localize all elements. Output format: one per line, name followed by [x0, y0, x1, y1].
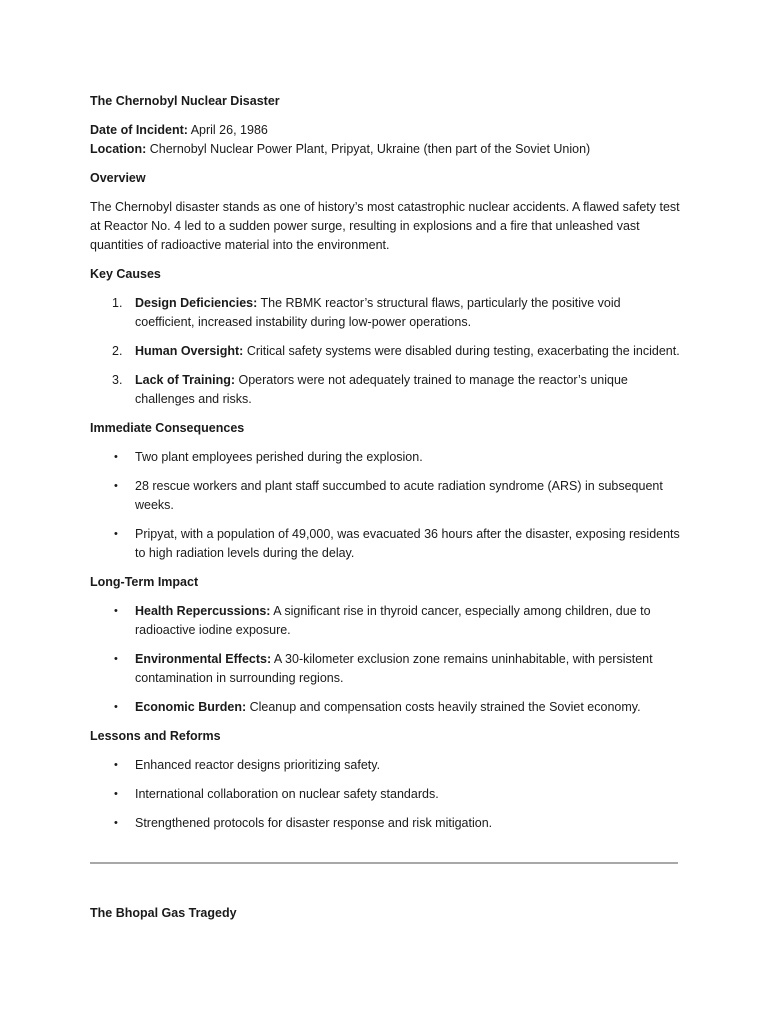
- key-causes-list: [90, 294, 680, 409]
- list-item-label: Environmental Effects:: [135, 652, 272, 666]
- list-item: [90, 698, 680, 717]
- next-document-title: The Bhopal Gas Tragedy: [90, 905, 237, 920]
- list-item-text: 28 rescue workers and plant staff succumbed to acute radiation syndrome (ARS) in subsequent weeks.: [135, 479, 663, 512]
- list-item: [90, 756, 680, 775]
- list-item: [90, 602, 680, 640]
- list-item-text: The RBMK reactor’s structural flaws, particularly the positive void coefficient, increased instability during low-power operations.: [135, 296, 621, 329]
- list-item-text: A significant rise in thyroid cancer, especially among children, due to radioactive iodine exposure.: [135, 604, 651, 637]
- date-of-incident: [90, 121, 680, 140]
- list-item-label: Design Deficiencies:: [135, 296, 258, 310]
- date-label: Date of Incident:: [90, 123, 188, 137]
- list-item: [90, 785, 680, 804]
- list-item-text: International collaboration on nuclear safety standards.: [135, 787, 439, 801]
- bullet-icon: •: [114, 701, 118, 713]
- overview-text: The Chernobyl disaster stands as one of history’s most catastrophic nuclear accidents. A flawed safety test at Reactor No. 4 led to a sudden power surge, resulting in explosions and a fire that unleashed vast quantities of radioactive material into the environment.: [90, 200, 680, 252]
- incident-meta: [90, 121, 680, 159]
- list-item: [90, 814, 680, 833]
- list-item-text: Pripyat, with a population of 49,000, was evacuated 36 hours after the disaster, exposing residents to high radiation levels during the delay.: [135, 527, 680, 560]
- list-number: 1.: [112, 296, 123, 310]
- location-value: Chernobyl Nuclear Power Plant, Pripyat, Ukraine (then part of the Soviet Union): [146, 142, 591, 156]
- immediate-consequences-heading: Immediate Consequences: [90, 421, 245, 435]
- bullet-icon: •: [114, 605, 118, 617]
- section-divider: [90, 862, 678, 864]
- list-item: [90, 448, 680, 467]
- lessons-and-reforms-list: [90, 756, 680, 833]
- bullet-icon: •: [114, 788, 118, 800]
- list-item: [90, 525, 680, 563]
- bullet-icon: •: [114, 480, 118, 492]
- list-item-label: Health Repercussions:: [135, 604, 271, 618]
- bullet-icon: •: [114, 817, 118, 829]
- list-item: [90, 294, 680, 332]
- key-causes-heading: Key Causes: [90, 267, 161, 281]
- long-term-impact-heading: Long-Term Impact: [90, 575, 199, 589]
- location-label: Location:: [90, 142, 147, 156]
- list-item-label: Lack of Training:: [135, 373, 236, 387]
- location: [90, 140, 680, 159]
- list-item-text: Cleanup and compensation costs heavily strained the Soviet economy.: [246, 700, 641, 714]
- bullet-icon: •: [114, 653, 118, 665]
- date-value: April 26, 1986: [187, 123, 268, 137]
- bullet-icon: •: [114, 451, 118, 463]
- document-title: The Chernobyl Nuclear Disaster: [90, 94, 280, 108]
- list-item-text: Two plant employees perished during the explosion.: [135, 450, 423, 464]
- list-item-text: A 30-kilometer exclusion zone remains uninhabitable, with persistent contamination in surrounding regions.: [135, 652, 653, 685]
- list-number: 3.: [112, 373, 123, 387]
- list-item: [90, 650, 680, 688]
- document-body: [90, 92, 680, 843]
- bullet-icon: •: [114, 528, 118, 540]
- list-item: [90, 371, 680, 409]
- list-item: [90, 477, 680, 515]
- list-item-text: Operators were not adequately trained to manage the reactor’s unique challenges and risks.: [135, 373, 628, 406]
- lessons-and-reforms-heading: Lessons and Reforms: [90, 729, 221, 743]
- list-item-text: Critical safety systems were disabled during testing, exacerbating the incident.: [243, 344, 680, 358]
- long-term-impact-list: [90, 602, 680, 717]
- overview-heading: Overview: [90, 171, 146, 185]
- list-item-text: Enhanced reactor designs prioritizing safety.: [135, 758, 381, 772]
- list-item-label: Human Oversight:: [135, 344, 244, 358]
- bullet-icon: •: [114, 759, 118, 771]
- list-item: [90, 342, 680, 361]
- list-item-label: Economic Burden:: [135, 700, 247, 714]
- list-number: 2.: [112, 344, 123, 358]
- list-item-text: Strengthened protocols for disaster response and risk mitigation.: [135, 816, 493, 830]
- immediate-consequences-list: [90, 448, 680, 563]
